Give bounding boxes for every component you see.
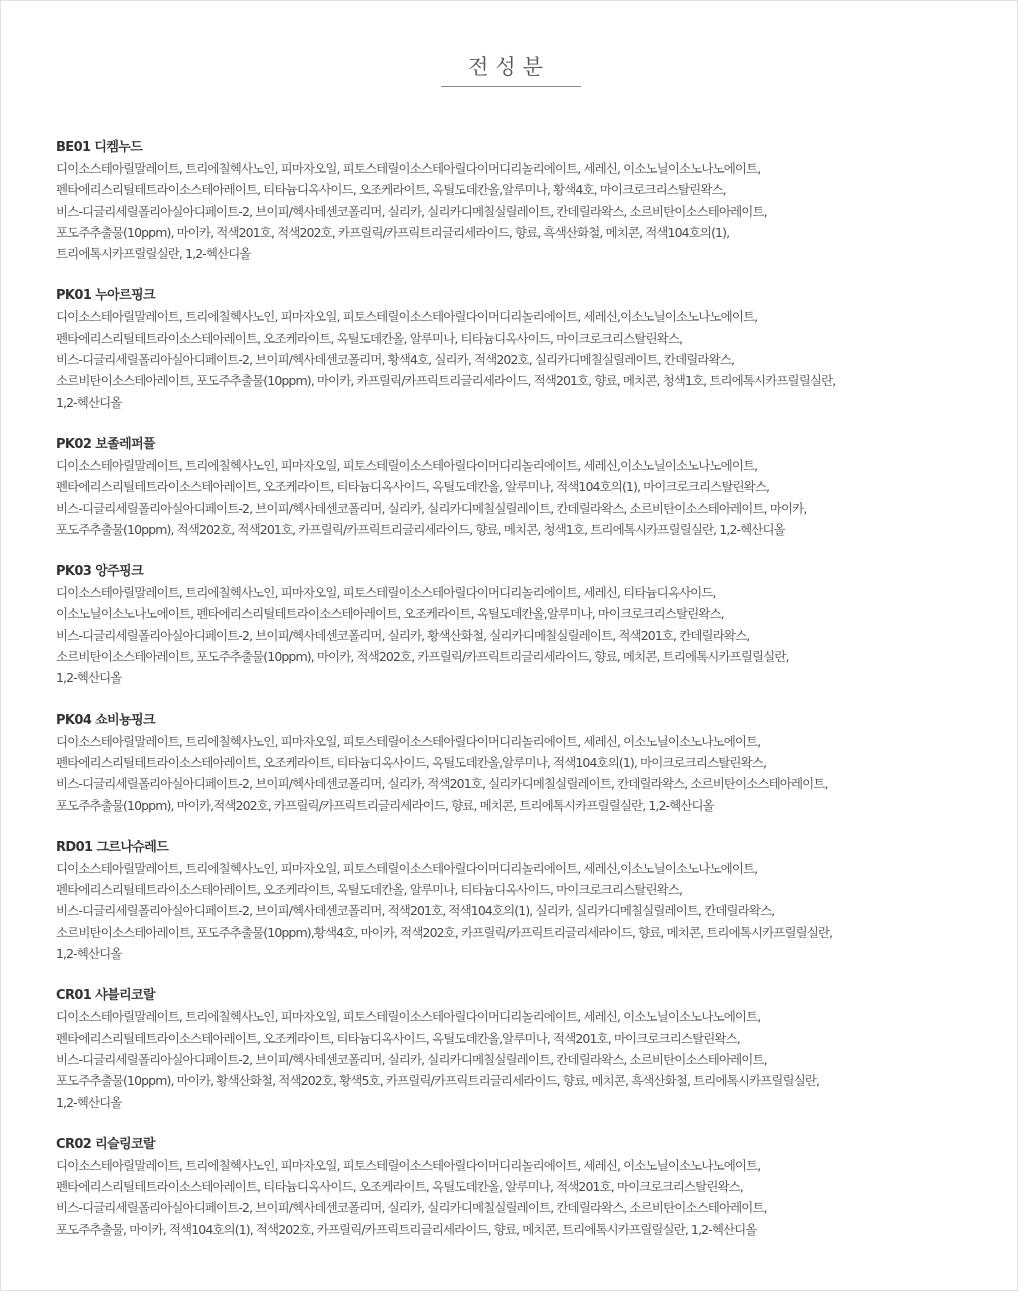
product-name: PK01 누아르핑크: [56, 288, 156, 304]
page-title: 전성분: [468, 55, 550, 79]
product-name: RD01 그르나슈레드: [56, 839, 169, 855]
ingredient-line: 1,2-헥산디올: [56, 670, 122, 686]
ingredient-line: 이소노닐이소노나노에이트, 펜타에리스리틸테트라이소스테아레이트, 오조케라이트, 옥틸도데칸올,알루미나, 마이크로크리스탈린왁스,: [56, 606, 724, 622]
product-name: CR02 리슬링코랄: [56, 1136, 155, 1152]
ingredient-line: 트리에톡시카프릴릴실란, 1,2-헥산디올: [56, 246, 251, 262]
ingredient-line: 1,2-헥산디올: [56, 946, 122, 962]
product-section: [56, 137, 996, 264]
ingredient-line: 펜타에리스리틸테트라이소스테아레이트, 오조케라이트, 티타늄디옥사이드, 옥틸도데칸올, 알루미나, 적색104호의(1), 마이크로크리스탈린왁스,: [56, 479, 770, 495]
ingredient-line: 비스-디글리세릴폴리아실아디페이트-2, 브이피/헥사데센코폴리머, 실리카, 실리카디메칠실릴레이트, 칸데릴라왁스, 소르비탄이소스테아레이트,: [56, 203, 767, 219]
ingredient-line: 비스-디글리세릴폴리아실아디페이트-2, 브이피/헥사데센코폴리머, 실리카, 실리카디메칠실릴레이트, 칸데릴라왁스, 소르비탄이소스테아레이트,: [56, 1200, 767, 1216]
ingredient-line: 소르비탄이소스테아레이트, 포도주추출물(10ppm),황색4호, 마이카, 적색202호, 카프릴릭/카프릭트리글리세라이드, 향료, 메치콘, 트리에톡시카프릴릴실란,: [56, 924, 833, 940]
ingredient-line: 비스-디글리세릴폴리아실아디페이트-2, 브이피/헥사데센코폴리머, 실리카, 황색산화철, 실리카디메칠실릴레이트, 적색201호, 칸데릴라왁스,: [56, 627, 750, 643]
ingredient-line: 디이소스테아릴말레이트, 트리에칠헥사노인, 피마자오일, 피토스테릴이소스테아릴다이머디리놀리에이트, 세레신,이소노닐이소노나노에이트,: [56, 457, 758, 473]
product-name: PK03 앙주핑크: [56, 564, 144, 580]
ingredient-line: 디이소스테아릴말레이트, 트리에칠헥사노인, 피마자오일, 피토스테릴이소스테아릴다이머디리놀리에이트, 세레신, 이소노닐이소노나노에이트,: [56, 161, 761, 176]
product-name: CR01 샤블리코랄: [56, 988, 155, 1004]
title-underline: [441, 86, 581, 87]
product-section: [56, 561, 996, 688]
product-section: [56, 710, 996, 816]
ingredient-line: 펜타에리스리틸테트라이소스테아레이트, 오조케라이트, 티타늄디옥사이드, 옥틸도데칸올,알루미나, 적색104호의(1), 마이크로크리스탈린왁스,: [56, 754, 767, 770]
ingredient-line: 디이소스테아릴말레이트, 트리에칠헥사노인, 피마자오일, 피토스테릴이소스테아릴다이머디리놀리에이트, 세레신, 이소노닐이소노나노에이트,: [56, 1009, 761, 1025]
ingredient-line: 펜타에리스리틸테트라이소스테아레이트, 티타늄디옥사이드, 오조케라이트, 옥틸도데칸올,알루미나, 황색4호, 마이크로크리스탈린왁스,: [56, 182, 726, 198]
ingredient-line: 펜타에리스리틸테트라이소스테아레이트, 오조케라이트, 티타늄디옥사이드, 옥틸도데칸올,알루미나, 적색201호, 마이크로크리스탈린왁스,: [56, 1030, 740, 1046]
ingredient-line: 비스-디글리세릴폴리아실아디페이트-2, 브이피/헥사데센코폴리머, 실리카, 실리카디메칠실릴레이트, 칸데릴라왁스, 소르비탄이소스테아레이트, 마이카,: [56, 500, 807, 516]
ingredient-line: 비스-디글리세릴폴리아실아디페이트-2, 브이피/헥사데센코폴리머, 실리카, 적색201호, 실리카디메칠실릴레이트, 칸데릴라왁스, 소르비탄이소스테아레이트,: [56, 776, 828, 792]
product-name: PK02 보졸레퍼플: [56, 436, 156, 452]
ingredient-line: 포도주추출물(10ppm), 마이카, 황색산화철, 적색202호, 황색5호, 카프릴릭/카프릭트리글리세라이드, 향료, 메치콘, 흑색산화철, 트리에톡시카프릴릴실란,: [56, 1073, 820, 1089]
ingredient-line: 비스-디글리세릴폴리아실아디페이트-2, 브이피/헥사데센코폴리머, 황색4호, 실리카, 적색202호, 실리카디메칠실릴레이트, 칸데릴라왁스,: [56, 352, 735, 368]
ingredient-line: 소르비탄이소스테아레이트, 포도주추출물(10ppm), 마이카, 적색202호, 카프릴릭/카프릭트리글리세라이드, 향료, 메치콘, 트리에톡시카프릴릴실란,: [56, 649, 789, 665]
product-section: [56, 985, 996, 1112]
ingredient-line: 디이소스테아릴말레이트, 트리에칠헥사노인, 피마자오일, 피토스테릴이소스테아릴다이머디리놀리에이트, 세레신, 이소노닐이소노나노에이트,: [56, 733, 761, 749]
ingredient-line: 비스-디글리세릴폴리아실아디페이트-2, 브이피/헥사데센코폴리머, 실리카, 실리카디메칠실릴레이트, 칸데릴라왁스, 소르비탄이소스테아레이트,: [56, 1051, 767, 1067]
ingredient-line: 소르비탄이소스테아레이트, 포도주추출물(10ppm), 마이카, 카프릴릭/카프릭트리글리세라이드, 적색201호, 향료, 메치콘, 청색1호, 트리에톡시카프릴릴실란,: [56, 373, 836, 389]
product-section: [56, 837, 996, 964]
ingredients-list: [56, 137, 996, 1261]
ingredient-line: 비스-디글리세릴폴리아실아디페이트-2, 브이피/헥사데센코폴리머, 적색201호, 적색104호의(1), 실리카, 실리카디메칠실릴레이트, 칸데릴라왁스,: [56, 903, 775, 919]
ingredient-line: 포도주추출물(10ppm), 적색202호, 적색201호, 카프릴릭/카프릭트리글리세라이드, 향료, 메치콘, 청색1호, 트리에톡시카프릴릴실란, 1,2-헥산디올: [56, 521, 785, 537]
product-name: BE01 디켐누드: [56, 140, 143, 155]
ingredient-line: 1,2-헥산디올: [56, 394, 122, 410]
ingredient-line: 디이소스테아릴말레이트, 트리에칠헥사노인, 피마자오일, 피토스테릴이소스테아릴다이머디리놀리에이트, 세레신,이소노닐이소노나노에이트,: [56, 309, 758, 325]
ingredient-line: 펜타에리스리틸테트라이소스테아레이트, 오조케라이트, 옥틸도데칸올, 알루미나, 티타늄디옥사이드, 마이크로크리스탈린왁스,: [56, 882, 683, 898]
ingredient-line: 포도주추출물, 마이카, 적색104호의(1), 적색202호, 카프릴릭/카프릭트리글리세라이드, 향료, 메치콘, 트리에톡시카프릴릴실란, 1,2-헥산디올: [56, 1221, 757, 1237]
ingredient-line: 펜타에리스리틸테트라이소스테아레이트, 티타늄디옥사이드, 오조케라이트, 옥틸도데칸올, 알루미나, 적색201호, 마이크로크리스탈린왁스,: [56, 1179, 743, 1195]
product-section: [56, 1134, 996, 1240]
ingredient-line: 1,2-헥산디올: [56, 1094, 122, 1110]
product-section: [56, 285, 996, 412]
ingredient-line: 포도주추출물(10ppm), 마이카,적색202호, 카프릴릭/카프릭트리글리세라이드, 향료, 메치콘, 트리에톡시카프릴릴실란, 1,2-헥산디올: [56, 797, 714, 813]
ingredient-line: 펜타에리스리틸테트라이소스테아레이트, 오조케라이트, 옥틸도데칸올, 알루미나, 티타늄디옥사이드, 마이크로크리스탈린왁스,: [56, 330, 683, 346]
ingredient-line: 디이소스테아릴말레이트, 트리에칠헥사노인, 피마자오일, 피토스테릴이소스테아릴다이머디리놀리에이트, 세레신,이소노닐이소노나노에이트,: [56, 860, 758, 876]
ingredient-line: 포도주추출물(10ppm), 마이카, 적색201호, 적색202호, 카프릴릭/카프릭트리글리세라이드, 향료, 흑색산화철, 메치콘, 적색104호의(1),: [56, 224, 730, 240]
product-name: PK04 쇼비뇽핑크: [56, 712, 156, 728]
product-section: [56, 434, 996, 540]
ingredient-line: 디이소스테아릴말레이트, 트리에칠헥사노인, 피마자오일, 피토스테릴이소스테아릴다이머디리놀리에이트, 세레신, 이소노닐이소노나노에이트,: [56, 1157, 761, 1173]
ingredient-line: 디이소스테아릴말레이트, 트리에칠헥사노인, 피마자오일, 피토스테릴이소스테아릴다이머디리놀리에이트, 세레신, 티타늄디옥사이드,: [56, 585, 716, 601]
